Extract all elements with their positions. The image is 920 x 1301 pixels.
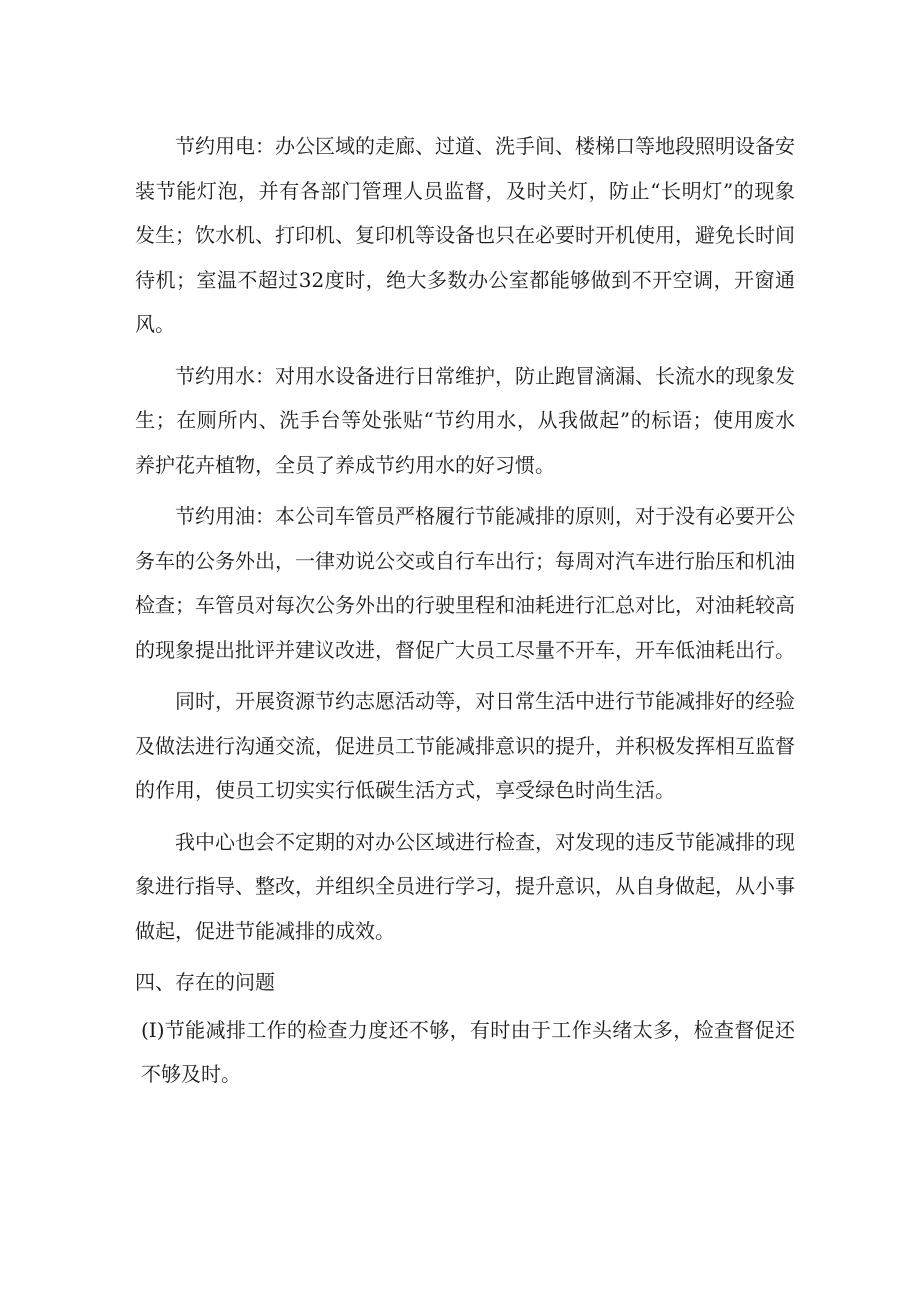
paragraph-fuel: 节约用油：本公司车管员严格履行节能减排的原则，对于没有必要开公务车的公务外出，一律劝说公交或自行车出行；每周对汽车进行胎压和机油检查；车管员对每次公务外出的行驶里程和油耗进行汇总对比，对油耗较高的现象提出批评并建议改进，督促广大员工尽量不开车，开车低油耗出行。 bbox=[135, 504, 795, 662]
paragraph-inspection: 我中心也会不定期的对办公区域进行检查，对发现的违反节能减排的现象进行指导、整改，并组织全员进行学习，提升意识，从自身做起，从小事做起，促进节能减排的成效。 bbox=[135, 829, 795, 943]
paragraph-volunteer: 同时，开展资源节约志愿活动等，对日常生活中进行节能减排好的经验及做法进行沟通交流，促进员工节能减排意识的提升，并积极发挥相互监督的作用，使员工切实实行低碳生活方式，享受绿色时尚生活。 bbox=[135, 689, 795, 802]
document-body bbox=[135, 124, 795, 1097]
paragraph-electricity: 节约用电：办公区域的走廊、过道、洗手间、楼梯口等地段照明设备安装节能灯泡，并有各部门管理人员监督，及时关灯，防止“长明灯”的现象发生；饮水机、打印机、复印机等设备也只在必要时开机使用，避免长时间待机；室温不超过32度时，绝大多数办公室都能够做到不开空调，开窗通风。 bbox=[135, 134, 795, 336]
paragraph-water: 节约用水：对用水设备进行日常维护，防止跑冒滴漏、长流水的现象发生；在厕所内、洗手台等处张贴“节约用水，从我做起”的标语；使用废水养护花卉植物，全员了养成节约用水的好习惯。 bbox=[135, 363, 795, 477]
section-heading: 四、存在的问题 bbox=[135, 970, 275, 994]
issue-item: (I)节能减排工作的检查力度还不够，有时由于工作头绪太多，检查督促还不够及时。 bbox=[141, 1017, 795, 1086]
